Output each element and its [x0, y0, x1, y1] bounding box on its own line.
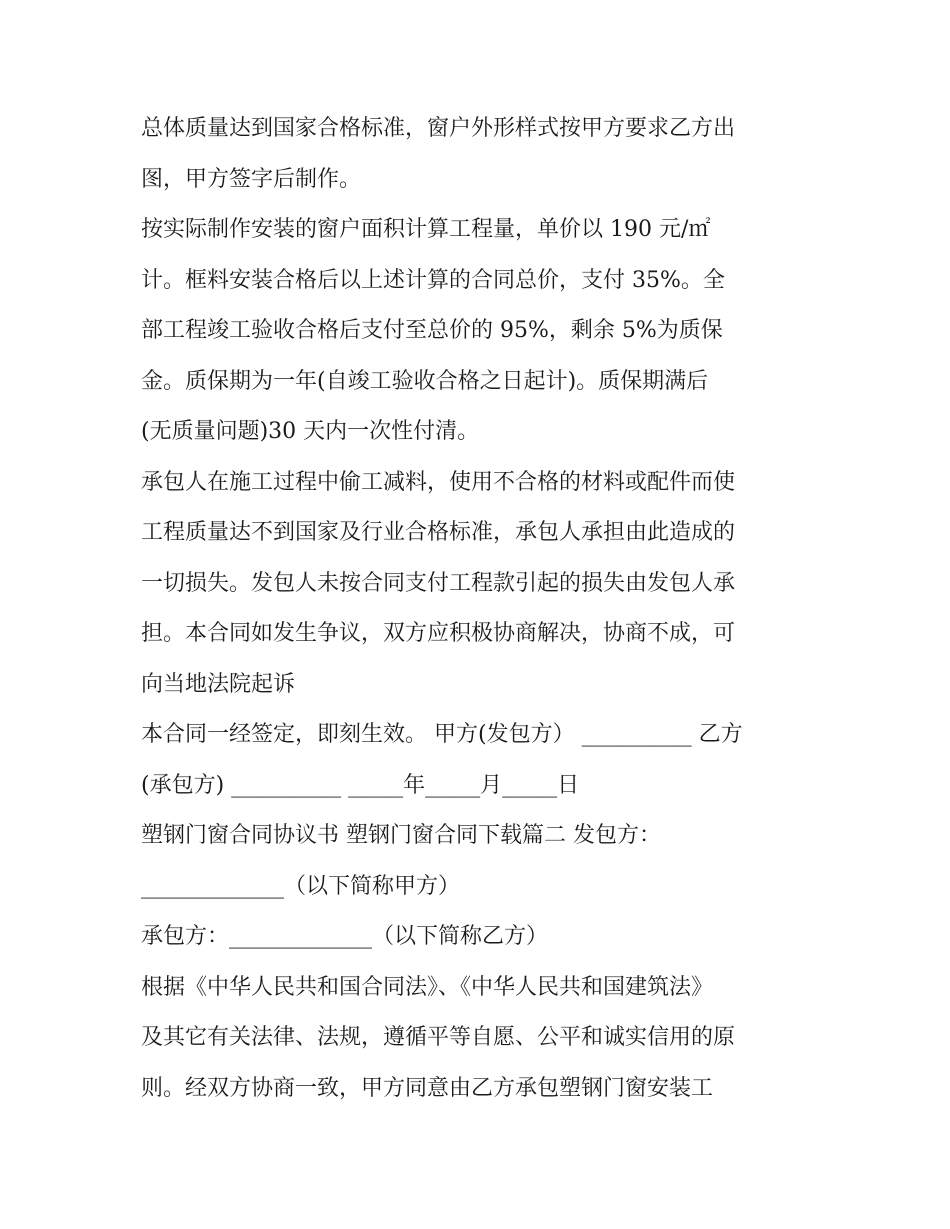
text-line: 承包方：_____________（以下简称乙方）: [141, 924, 549, 949]
text-line: 金。质保期为一年(自竣工验收合格之日起计)。质保期满后: [141, 368, 709, 394]
text-line: 计。框料安装合格后以上述计算的合同总价，支付 35%。全: [141, 267, 725, 293]
text-line: _____________（以下简称甲方）: [141, 873, 461, 899]
text-line: 部工程竣工验收合格后支付至总价的 95%，剩余 5%为质保: [141, 318, 723, 343]
text-line: (承包方) __________ _____年_____月_____日: [141, 772, 580, 798]
text-line: 塑钢门窗合同协议书 塑钢门窗合同下载篇二 发包方：: [141, 823, 661, 848]
text-line: 总体质量达到国家合格标准，窗户外形样式按甲方要求乙方出: [141, 116, 736, 141]
text-line: 担。本合同如发生争议，双方应积极协商解决，协商不成，可: [141, 621, 736, 646]
text-line: 工程质量达不到国家及行业合格标准，承包人承担由此造成的: [141, 520, 736, 545]
text-line: 承包人在施工过程中偷工减料，使用不合格的材料或配件而使: [141, 469, 736, 495]
text-line: 根据《中华人民共和国合同法》、《中华人民共和国建筑法》: [141, 974, 714, 1000]
text-line: 则。经双方协商一致，甲方同意由乙方承包塑钢门窗安装工: [141, 1075, 714, 1101]
text-line: 按实际制作安装的窗户面积计算工程量，单价以 190 元/㎡: [141, 217, 711, 242]
text-line: 向当地法院起诉: [141, 671, 296, 697]
text-line: 及其它有关法律、法规，遵循平等自愿、公平和诚实信用的原: [141, 1025, 736, 1050]
text-line: 本合同一经签定，即刻生效。 甲方(发包方） __________ 乙方: [141, 722, 743, 747]
text-line: 一切损失。发包人未按合同支付工程款引起的损失由发包人承: [141, 570, 736, 596]
text-line: 图，甲方签字后制作。: [141, 166, 362, 192]
document-body: [141, 104, 821, 1114]
text-line: (无质量问题)30 天内一次性付清。: [141, 419, 480, 444]
